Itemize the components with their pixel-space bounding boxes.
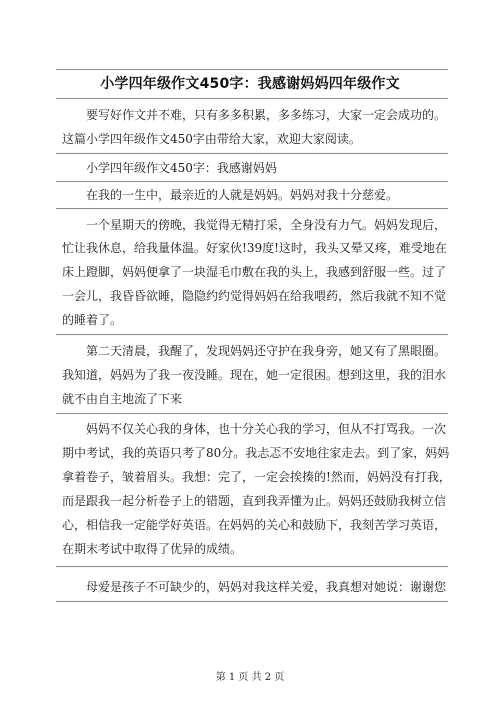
text-line: 床上蹬脚，妈妈便拿了一块湿毛巾敷在我的头上，我感到舒服一些。过了 <box>62 265 447 279</box>
text-line: 小学四年级作文450字：我感谢妈妈 <box>86 161 277 175</box>
text-line: 在期末考试中取得了优异的成绩。 <box>62 542 243 556</box>
text-line: 一会儿，我昏昏欲睡，隐隐约约觉得妈妈在给我喂药，然后我就不知不觉 <box>62 289 447 303</box>
rule-line <box>56 181 448 182</box>
text-line: 母爱是孩子不可缺少的，妈妈对我这样关爱，我真想对她说：谢谢您 <box>86 580 447 594</box>
rule-line <box>56 601 448 602</box>
page-footer: 第 1 页 共 2 页 <box>215 672 285 683</box>
text-line: 心，相信我一定能学好英语。在妈妈的关心和鼓励下，我刻苦学习英语， <box>62 518 447 532</box>
text-line: 要写好作文并不难，只有多多积累，多多练习，大家一定会成功的。 <box>86 108 447 122</box>
text-line: 期中考试，我的英语只考了80分。我忐忑不安地往家走去。到了家，妈妈 <box>62 446 450 460</box>
document-title: 小学四年级作文450字：我感谢妈妈四年级作文 <box>100 76 400 92</box>
rule-line <box>56 566 448 567</box>
text-line: 妈妈不仅关心我的身体，也十分关心我的学习，但从不打骂我。一次 <box>86 422 447 436</box>
text-line: 拿着卷子，皱着眉头。我想：完了，一定会挨揍的!然而，妈妈没有打我， <box>62 470 451 484</box>
text-line: 的睡着了。 <box>62 313 123 327</box>
rule-line <box>56 153 448 154</box>
text-line: 第二天清晨，我醒了，发现妈妈还守护在我身旁，她又有了黑眼圈。 <box>86 344 447 358</box>
rule-line <box>56 69 448 70</box>
text-line: 这篇小学四年级作文450字由带给大家，欢迎大家阅读。 <box>62 132 361 146</box>
rule-line <box>56 413 448 414</box>
rule-line <box>56 208 448 209</box>
text-line: 一个星期天的傍晚，我觉得无精打采，全身没有力气。妈妈发现后， <box>86 218 447 232</box>
rule-line <box>56 334 448 335</box>
text-line: 就不由自主地流了下来 <box>62 392 183 406</box>
rule-line <box>56 98 448 99</box>
text-line: 忙让我休息，给我量体温。好家伙!39度!这时，我头又晕又疼，难受地在 <box>62 241 447 255</box>
text-line: 我知道，妈妈为了我一夜没睡。现在，她一定很困。想到这里，我的泪水 <box>62 368 447 382</box>
text-line: 在我的一生中，最亲近的人就是妈妈。妈妈对我十分慈爱。 <box>86 188 399 202</box>
text-line: 而是跟我一起分析卷子上的错题，直到我弄懂为止。妈妈还鼓励我树立信 <box>62 494 447 508</box>
